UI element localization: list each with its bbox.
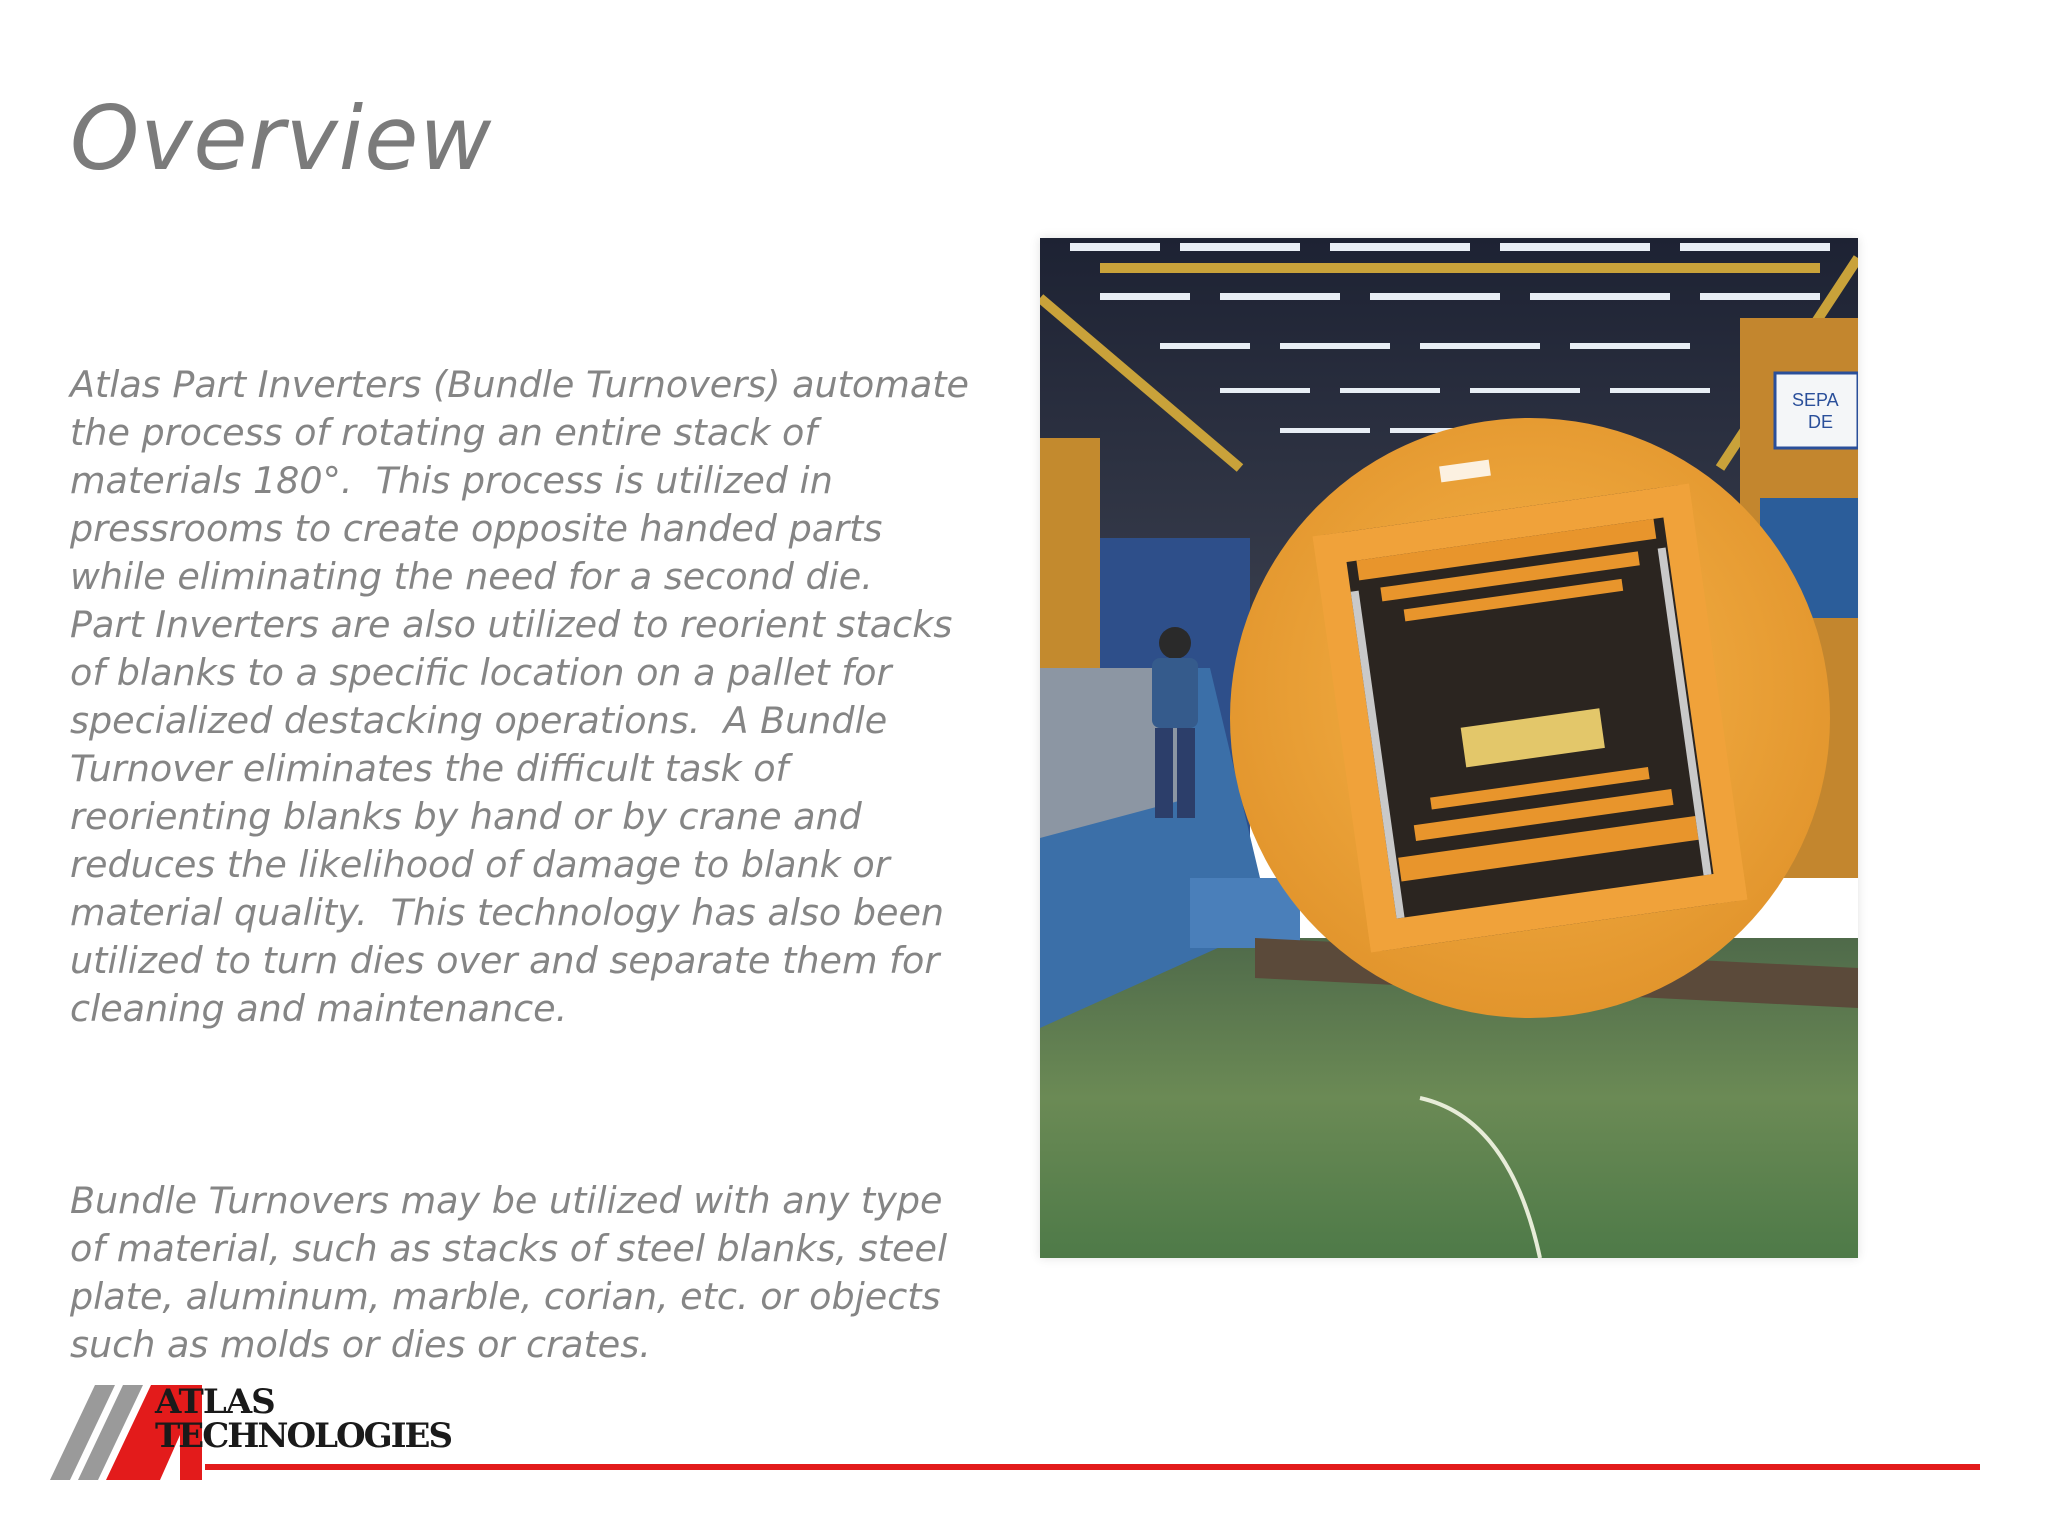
bundle-turnover-photo <box>1040 238 1858 1258</box>
footer-red-rule <box>205 1464 1980 1470</box>
logo-wordmark <box>155 1382 452 1456</box>
sign <box>1775 373 1858 448</box>
photo-illustration <box>1040 238 1858 1258</box>
logo-line-atlas: ATLAS <box>155 1382 275 1422</box>
turnover-cradle <box>1313 484 1748 953</box>
sign-text-1: SEPA <box>1792 390 1839 410</box>
paragraph-2: Bundle Turnovers may be utilized with any type of material, such as stacks of steel blanks, steel plate, aluminum, marble, corian, etc. or objects such as molds or dies or crates. <box>70 1179 948 1366</box>
logo-line-technologies: TECHNOLOGIES <box>155 1416 452 1456</box>
paragraph-1: Atlas Part Inverters (Bundle Turnovers) automate the process of rotating an entire stack of materials 180°. This process is utilized in pressrooms to create opposite handed parts while eliminating the need for a second die. Part Inverters are also utilized to reorient stacks of blanks to a specific location on a pallet for specialized destacking operations. A Bundle Turnover eliminates the difficult task of reorienting blanks by hand or by crane and reduces the likelihood of damage to blank or material quality. This technology has also been utilized to turn dies over and separate them for cleaning and maintenance. <box>70 363 969 1030</box>
slide-title: Overview <box>70 87 493 190</box>
body-text <box>70 265 1010 1465</box>
sign-text-2: DE <box>1808 412 1834 432</box>
